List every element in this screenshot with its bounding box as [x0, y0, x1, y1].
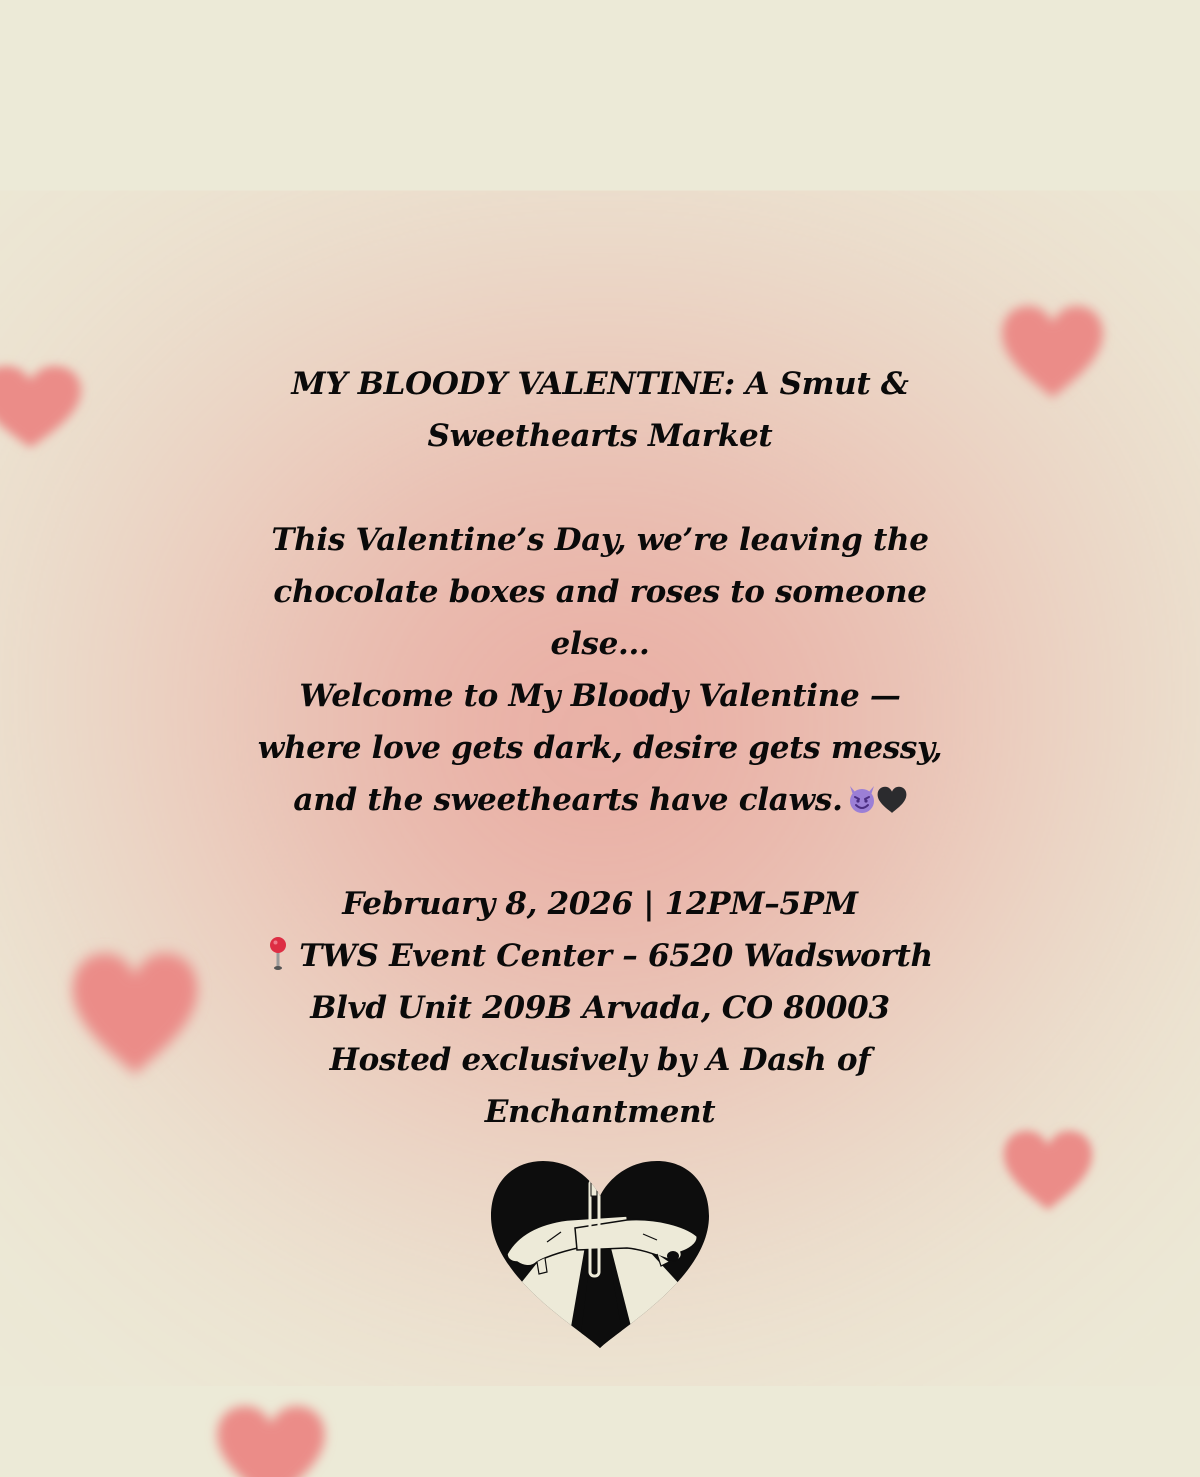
host-line-1: Hosted exclusively by A Dash of [329, 1042, 871, 1078]
welcome-line-3-row [0, 774, 1200, 826]
round-pushpin-icon [267, 936, 289, 972]
intro-line-1: This Valentine’s Day, we’re leaving the [271, 522, 929, 558]
spacer [0, 462, 1200, 514]
welcome-line-1: Welcome to My Bloody Valentine — [299, 678, 901, 714]
welcome-line-2: where love gets dark, desire gets messy, [257, 730, 943, 766]
intro-line-3: else... [550, 626, 650, 662]
title-line-2: Sweethearts Market [427, 418, 773, 454]
location-line-1: TWS Event Center – 6520 Wadsworth [299, 938, 933, 974]
blurred-heart-bottom [215, 1405, 327, 1477]
smiling-devil-icon [847, 778, 877, 808]
host-line-2: Enchantment [484, 1094, 716, 1130]
spacer [0, 826, 1200, 878]
heart-handcuffed-hands-logo [487, 1158, 713, 1350]
date-time: February 8, 2026 | 12PM–5PM [342, 886, 858, 922]
black-heart-icon [877, 778, 907, 806]
blurred-heart-lower-right [1002, 1130, 1094, 1212]
location-line-1-row [0, 930, 1200, 982]
title-line-1: MY BLOODY VALENTINE: A Smut & [291, 366, 909, 402]
location-line-2: Blvd Unit 209B Arvada, CO 80003 [310, 990, 890, 1026]
flyer-text [0, 358, 1200, 1138]
welcome-line-3: and the sweethearts have claws. [293, 782, 843, 818]
intro-line-2: chocolate boxes and roses to someone [273, 574, 927, 610]
